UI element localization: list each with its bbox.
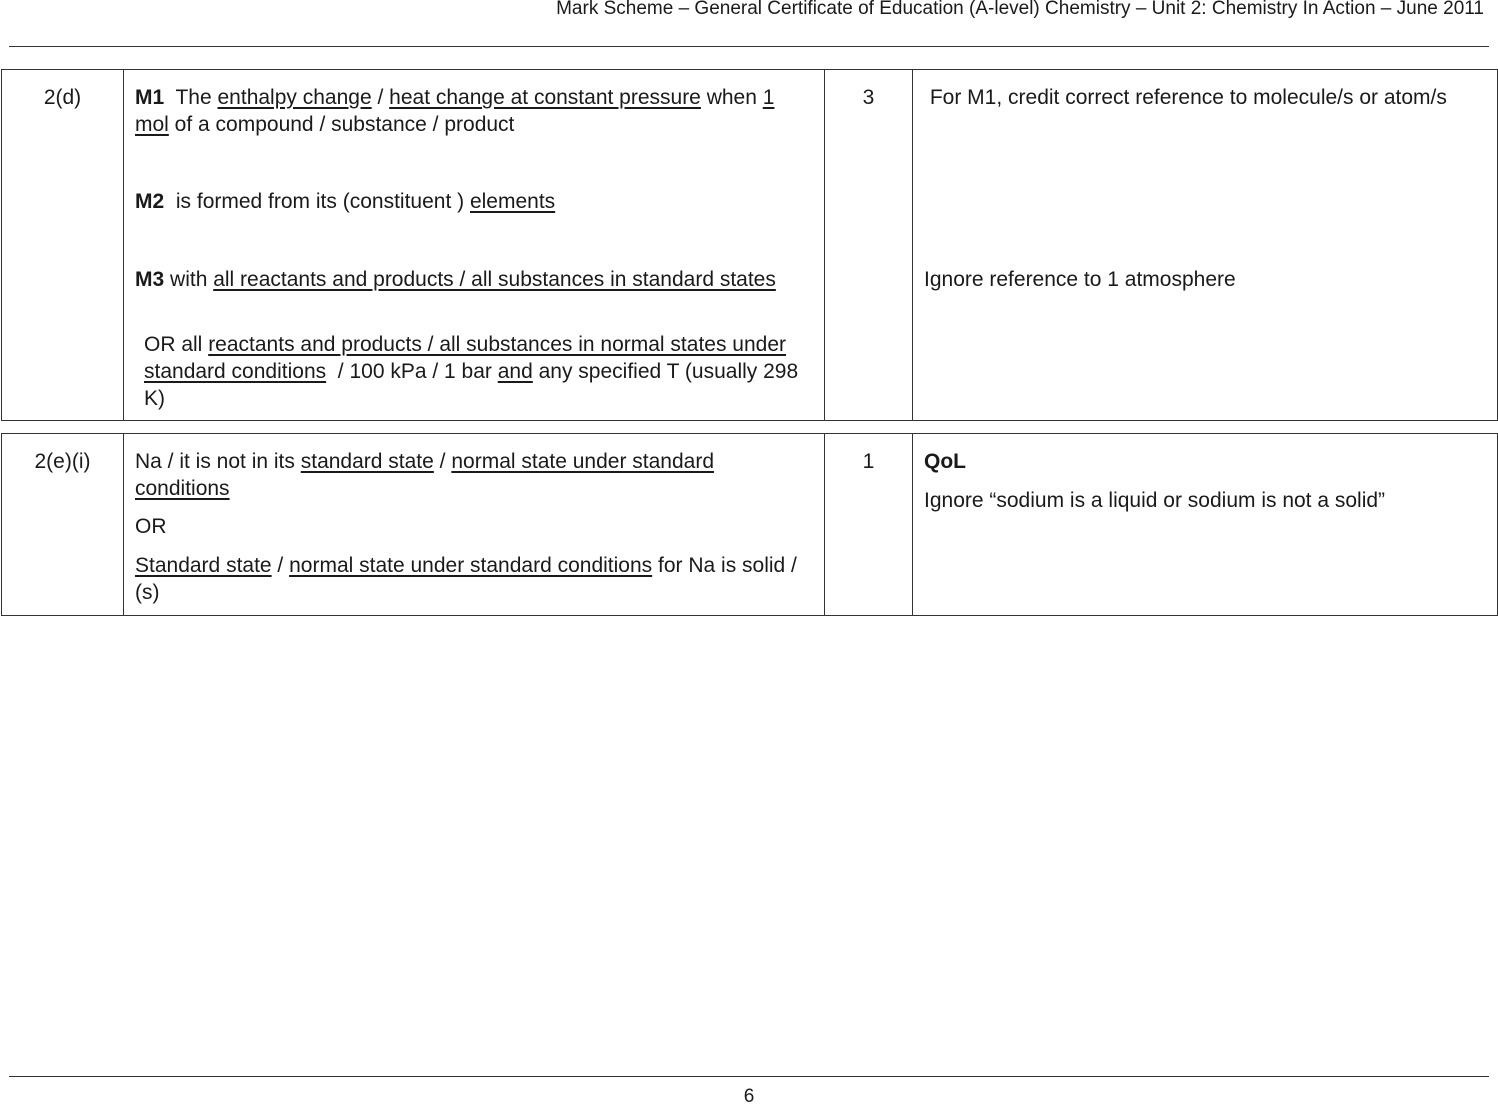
answer-text: OR all: [144, 333, 209, 356]
comments-cell: [913, 70, 1498, 421]
question-number: 2(d): [43, 86, 82, 109]
answer-key-phrase: standard state: [300, 450, 434, 473]
answer-key-phrase: Standard state: [135, 554, 272, 577]
answer-text: The: [164, 86, 218, 109]
answer-text: for Na is solid / (s): [135, 554, 797, 604]
answer-or: OR: [135, 515, 167, 538]
answer-key-phrase: enthalpy change: [217, 86, 372, 109]
mark-label-m1: M1: [135, 86, 165, 109]
answer-key-phrase: heat change at constant pressure: [389, 86, 701, 109]
marks-value: 1: [862, 450, 875, 473]
question-number: 2(e)(i): [34, 450, 91, 473]
answer-cell: [124, 434, 825, 616]
answer-key-phrase: and: [497, 360, 533, 383]
mark-label-m3: M3: [135, 268, 165, 291]
question-number-cell: [2, 434, 124, 616]
answer-alternative: [135, 552, 810, 606]
marks-cell: [825, 434, 913, 616]
answer-text: /: [371, 86, 390, 109]
footer-divider: [9, 1076, 1489, 1077]
answer-m3-alternative: [144, 331, 810, 412]
answer-text: when: [700, 86, 763, 109]
answer-text: /: [271, 554, 290, 577]
answer-text: Na / it is not in its: [135, 450, 301, 473]
answer-main: [135, 448, 810, 502]
answer-m3: [135, 266, 810, 293]
comment-text: For M1, credit correct reference to molecule/s or atom/s: [924, 86, 1447, 109]
answer-key-phrase: all reactants and products / all substances in standard states: [213, 268, 776, 291]
comments-cell: [913, 434, 1498, 616]
answer-key-phrase: normal state under standard conditions: [289, 554, 653, 577]
table-row: [2, 70, 1498, 421]
answer-key-phrase: normal state under standard conditions: [135, 450, 714, 500]
qol-label: QoL: [924, 450, 966, 473]
answer-key-phrase: 1 mol: [135, 86, 775, 136]
marks-value: 3: [862, 86, 875, 109]
answer-text: /: [433, 450, 452, 473]
marks-cell: [825, 70, 913, 421]
mark-label-m2: M2: [135, 190, 165, 213]
mark-scheme-table-2ei: [1, 433, 1498, 616]
answer-text: / 100 kPa / 1 bar: [326, 360, 498, 383]
table-row: [2, 434, 1498, 616]
page-number: 6: [743, 1086, 755, 1107]
header-divider: [9, 46, 1489, 47]
answer-key-phrase: elements: [469, 190, 556, 213]
page-header: Mark Scheme – General Certificate of Education (A-level) Chemistry – Unit 2: Chemistry In Action – June 2011: [556, 0, 1484, 19]
answer-text: any specified T (usually 298 K): [144, 360, 799, 410]
answer-text: with: [164, 268, 214, 291]
mark-scheme-table-2d: [1, 69, 1498, 421]
question-number-cell: [2, 70, 124, 421]
answer-text: is formed from its (constituent ): [164, 190, 470, 213]
answer-cell: [124, 70, 825, 421]
answer-key-phrase: reactants and products / all substances in normal states under standard conditions: [144, 333, 787, 383]
answer-text: of a compound / substance / product: [168, 113, 515, 136]
comment-text: Ignore “sodium is a liquid or sodium is not a solid”: [924, 489, 1386, 512]
comment-text: Ignore reference to 1 atmosphere: [924, 268, 1236, 291]
answer-m1: [135, 84, 810, 138]
answer-m2: [135, 188, 810, 215]
